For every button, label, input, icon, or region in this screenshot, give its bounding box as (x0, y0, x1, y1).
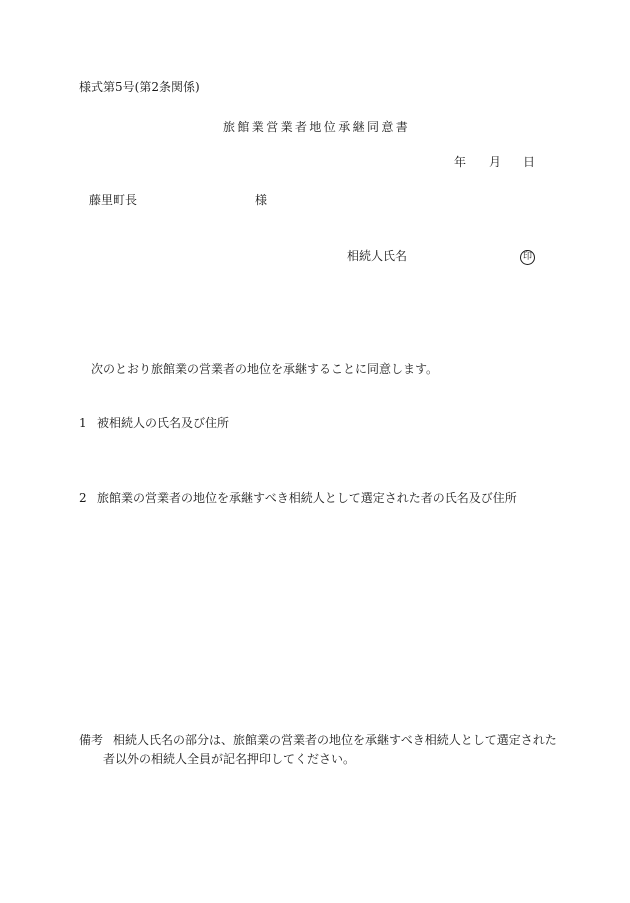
document-title: 旅館業営業者地位承継同意書 (223, 120, 411, 134)
seal-icon: 印 (520, 250, 535, 265)
item-1-text: 被相続人の氏名及び住所 (97, 416, 230, 430)
form-number: 様式第5号(第2条関係) (79, 80, 200, 94)
item-2-text: 旅館業の営業者の地位を承継すべき相続人として選定された者の氏名及び住所 (97, 491, 517, 505)
consent-statement: 次のとおり旅館業の営業者の地位を承継することに同意します。 (91, 362, 439, 376)
remarks-label: 備考 (79, 733, 104, 747)
date-year-label: 年 (454, 155, 467, 169)
heir-name-label: 相続人氏名 (347, 249, 408, 263)
item-1-number: 1 (79, 416, 87, 430)
item-2-number: 2 (79, 491, 87, 505)
date-month-label: 月 (489, 155, 502, 169)
remarks-line-2: 者以外の相続人全員が記名押印してください。 (103, 752, 356, 766)
seal-mark (520, 248, 535, 265)
date-day-label: 日 (523, 155, 536, 169)
addressee-name: 藤里町長 (89, 193, 138, 207)
addressee-honorific: 様 (255, 193, 268, 207)
remarks-line-1: 相続人氏名の部分は、旅館業の営業者の地位を承継すべき相続人として選定された (113, 733, 557, 747)
